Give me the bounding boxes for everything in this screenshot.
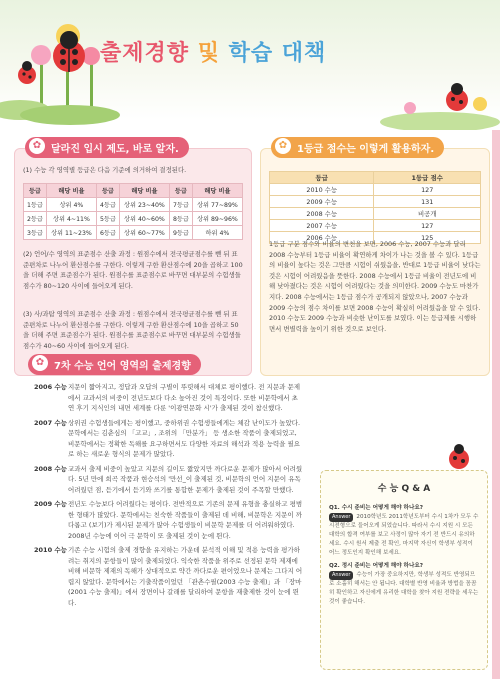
qa-answer-1-text: 2010학년도 2011학년도부터 수시 1차가 모두 수시전형으로 들어오게 되었습니다. 따라서 수시 지원 시 모든 대학의 합격 여부를 보고 사정이 많아 자기 전 반드시 유의하세요. 수시 원서 제출 전 확인, 마지막 자신이 학생부 성적이 어느 정도인지 확인해 보세요. xyxy=(329,514,479,556)
table-cell: 3등급 xyxy=(24,226,47,240)
year-description: 기존 수능 시험의 출제 경향을 유지하는 가운데 분석적 이해 및 적용 능력을 평가하려는 취지의 문항들이 많이 출제되었다. 익숙한 작품을 위주로 선정된 문학 제재에 비해 비문학 제재의 독해가 상대적으로 약간 까다로운 편이었으나 문제는 그다지 어렵지 않았다. 문학에서는 기출작품이었던 「관촌수필(2003 수능 출제)」과 「장마(2001 수능 출제)」에서 장면이나 갈래를 달리하여 문항을 재출제한 것이 눈에 띈다. xyxy=(68,546,303,607)
table-cell: 2008 수능 xyxy=(270,208,374,220)
qa-question-1: Q1. 수시 준비는 어떻게 해야 하나요? xyxy=(329,505,424,511)
standard-score-social-science: (3) 사/과탐 영역의 표준점수 산출 과정 : 원점수에서 전국평균점수를 뺀 뒤 표준편차로 나누어 환산점수를 구한다. 이렇게 구한 환산점수에 10을 곱하고 50을 더해 주면 표준점수가 된다. 원점수를 표준점수로 바꾸면 대부분의 수험생들 점수가 40~60 사이에 들어오게 된다. xyxy=(23,310,241,350)
page-title xyxy=(100,36,326,67)
title-part3: 학습 대책 xyxy=(228,41,327,66)
exam-trend-title xyxy=(28,354,201,375)
exam-trend-title-text: 7차 수능 언어 영역의 출제경향 xyxy=(54,361,191,372)
exam-system-title-text: 달라진 입시 제도, 바로 알자. xyxy=(51,144,179,155)
table-cell: 6등급 xyxy=(96,226,119,240)
qa-question-2: Q2. 정시 준비는 어떻게 해야 하나요? xyxy=(329,563,424,569)
list-item xyxy=(34,499,304,541)
answer-badge: Answer xyxy=(329,513,353,522)
table-cell: 상위 4~11% xyxy=(46,212,96,226)
table-cell: 상위 40~60% xyxy=(119,212,169,226)
table-cell: 1등급 xyxy=(24,198,47,212)
first-grade-paragraph: 1등급 구분 점수와 비율의 변천을 보면, 2006 수능, 2007 수능과 달리 2008 수능부터 1등급 비율이 확연하게 차이가 나는 것을 볼 수 있다. 1등급의 비율이 높다는 것은 그만큼 시험이 쉬웠음을, 반대로 1등급 비율이 낮다는 것은 시험이 어려웠음을 뜻한다. 2008 수능에서 1등급 비율이 전년도에 비해 낮아졌다는 것은 시험이 어려웠다는 것을 의미한다. 2009 수능도 마찬가지다. 2008 수능에서는 1등급 점수가 공개되지 않았으나, 2007 수능과 2009 수능의 점수 차이를 보면 2008 수능이 확실히 어려웠음을 알 수 있다. 2010 수능도 2009 수능과 비슷한 난이도를 보였다. 이는 등급제를 시행하면서 변별력을 높이기 위한 것으로 보인다. xyxy=(269,240,481,333)
col-header: 등급 xyxy=(96,184,119,198)
list-item xyxy=(34,464,304,496)
table-cell: 상위 60~77% xyxy=(119,226,169,240)
table-row xyxy=(270,220,481,232)
table-cell: 하위 4% xyxy=(192,226,242,240)
first-grade-title xyxy=(271,137,444,158)
exam-system-title xyxy=(25,137,189,158)
table-cell: 5등급 xyxy=(96,212,119,226)
table-row xyxy=(270,208,481,220)
header-banner xyxy=(0,0,500,120)
year-description: 지문이 짧아지고, 정답과 오답의 구별이 뚜렷해서 대체로 평이했다. 전 지문과 문제에서 교과서의 비중이 전년도보다 다소 높아진 것이 특징이다. 또한 비문학에서 초연 후기 지식인의 내면 세계를 다룬 '이광연문화 시'가 출제된 것이 참신했다. xyxy=(68,383,301,412)
year-label: 2009 수능 xyxy=(34,500,67,508)
col-header: 1등급 점수 xyxy=(374,172,481,184)
year-label: 2006 수능 xyxy=(34,383,67,391)
first-grade-score-table xyxy=(269,171,481,244)
year-label: 2008 수능 xyxy=(34,464,67,473)
table-cell: 131 xyxy=(374,196,481,208)
table-cell: 2등급 xyxy=(24,212,47,226)
table-cell: 상위 77~89% xyxy=(192,198,242,212)
exam-system-box xyxy=(14,140,252,376)
grade-criteria-text: (1) 수능 각 영역별 등급은 다음 기준에 의거하여 결정된다. xyxy=(23,166,187,174)
exam-trend-section xyxy=(14,354,488,672)
ladybug-icon xyxy=(44,22,94,82)
table-cell: 2010 수능 xyxy=(270,184,374,196)
list-item xyxy=(34,418,304,460)
title-part1: 출제경향 xyxy=(100,41,190,66)
table-row xyxy=(24,212,243,226)
table-row xyxy=(24,198,243,212)
qa-answer-1 xyxy=(329,513,479,558)
standard-score-lang-math: (2) 언어/수 영역의 표준점수 산출 과정 : 원점수에서 전국평균점수를 뺀 뒤 표준편차로 나누어 환산점수를 구한다. 이렇게 구한 환산점수에 20을 곱하고 100을 더해 주면 표준점수가 된다. 원점수를 표준점수로 바꾸면 대부분의 수험생들 점수가 80~120 사이에 들어오게 된다. xyxy=(23,250,243,290)
table-cell: 125 xyxy=(374,232,481,244)
page-edge-strip xyxy=(492,130,500,679)
title-part2: 및 xyxy=(197,41,220,66)
year-description: 상위권 수험생들에게는 평이했고, 중하위권 수험생들에게는 체감 난이도가 높았다. 문학에서는 김춘심의 「고교」, 조위의 「만분가」 등 생소한 작품이 출제되었고, 비문학에서는 정확한 독해를 요구하면서도 다양한 자료의 해석과 적용 능력을 필요로 하는 새로운 형식의 문제가 많았다. xyxy=(68,418,301,458)
year-description: 전년도 수능보다 어려웠다는 평이다. 전반적으로 기존의 문제 유형을 충실하고 평범한 형태가 많았다. 문학에서는 친숙한 작품들이 출제된 데 비해, 비문학은 지문이 까다롭고 (보기)가 제시된 문제가 많아 수험생들이 비문학 문제를 더 어려워하였다. 2008년 수능에 이어 극 문학이 또 출제된 것이 눈에 띈다. xyxy=(68,500,303,540)
col-header: 해당 비율 xyxy=(46,184,96,198)
answer-badge: Answer xyxy=(329,571,353,580)
table-row xyxy=(270,184,481,196)
table-cell: 127 xyxy=(374,184,481,196)
list-item xyxy=(34,382,304,414)
col-header: 해당 비율 xyxy=(192,184,242,198)
leaf-icon: ✿ xyxy=(275,138,291,154)
flower-right-illustration xyxy=(380,60,500,130)
leaf-icon: ✿ xyxy=(29,138,45,154)
col-header: 해당 비율 xyxy=(119,184,169,198)
table-cell: 8등급 xyxy=(169,212,192,226)
ladybug-qa-icon xyxy=(444,442,474,472)
leaf-icon: ✿ xyxy=(32,355,48,371)
col-header: 등급 xyxy=(169,184,192,198)
qa-body xyxy=(321,494,487,613)
table-cell: 2009 수능 xyxy=(270,196,374,208)
table-row xyxy=(270,196,481,208)
table-header-row xyxy=(24,184,243,198)
ladybug-small-icon xyxy=(14,60,40,86)
first-grade-title-text: 1등급 점수는 이렇게 활용하자. xyxy=(297,144,435,155)
grade-ratio-table xyxy=(23,183,243,240)
table-cell: 상위 89~96% xyxy=(192,212,242,226)
qa-answer-2-text: 수능이 가장 중요하지만, 학생부 성적도 반영되므로 소홀히 해서는 안 됩니다. 대학별 반영 비율과 방법을 꼼꼼히 확인하고 자신에게 유리한 대학을 찾아 지원 전략을 세우는 것이 좋습니다. xyxy=(329,572,479,605)
col-header: 등급 xyxy=(24,184,47,198)
table-cell: 127 xyxy=(374,220,481,232)
qa-answer-2 xyxy=(329,571,479,607)
table-cell: 9등급 xyxy=(169,226,192,240)
qa-title: 수 능 Q & A xyxy=(377,484,431,494)
table-cell: 2007 수능 xyxy=(270,220,374,232)
table-cell: 2006 수능 xyxy=(270,232,374,244)
year-trend-list xyxy=(34,382,304,612)
col-header: 등급 xyxy=(270,172,374,184)
table-cell: 상위 11~23% xyxy=(46,226,96,240)
table-header-row xyxy=(270,172,481,184)
table-cell: 4등급 xyxy=(96,198,119,212)
table-cell: 7등급 xyxy=(169,198,192,212)
first-grade-score-box xyxy=(260,140,490,376)
qa-note xyxy=(320,470,488,670)
list-item xyxy=(34,545,304,608)
table-row xyxy=(24,226,243,240)
year-description: 교과서 출제 비중이 높았고 지문의 길이도 짧았지만 까다로운 문제가 많아서 어려웠다. 5년 만에 희곡 작품과 현승석의 '만선_이 출제된 것, 비문학의 언어 지문이 유독 어려웠던 점, 듣기에서 듣기와 쓰기를 통합한 문제가 출제된 것이 주목할 만했다. xyxy=(68,464,303,494)
year-label: 2010 수능 xyxy=(34,546,67,554)
table-cell: 상위 4% xyxy=(46,198,96,212)
table-cell: 상위 23~40% xyxy=(119,198,169,212)
year-label: 2007 수능 xyxy=(34,418,67,427)
table-cell: 비공개 xyxy=(374,208,481,220)
